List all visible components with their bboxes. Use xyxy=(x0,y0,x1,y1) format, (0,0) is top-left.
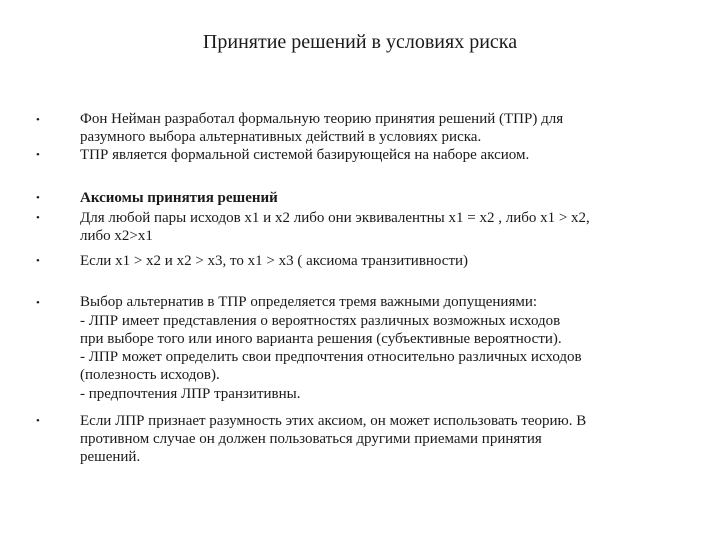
bullet-marker: • xyxy=(36,415,40,427)
text-line: разумного выбора альтернативных действий в условиях риска. xyxy=(80,129,482,145)
text-line: противном случае он должен пользоваться другими приемами принятия xyxy=(80,431,542,447)
text-line: Для любой пары исходов x1 и x2 либо они эквивалентны x1 = x2 , либо x1 > x2, xyxy=(80,210,590,226)
bullet-marker: • xyxy=(36,149,40,161)
text-line: Выбор альтернатив в ТПР определяется тремя важными допущениями: xyxy=(80,294,538,310)
axioms-heading: Аксиомы принятия решений xyxy=(80,190,278,206)
text-line: - ЛПР может определить свои предпочтения относительно различных исходов xyxy=(80,349,582,365)
bullet-marker: • xyxy=(36,255,40,267)
text-line: либо x2>x1 xyxy=(80,228,153,244)
text-line: - предпочтения ЛПР транзитивны. xyxy=(80,386,301,402)
bullet-marker: • xyxy=(36,297,40,309)
text-line: Фон Нейман разработал формальную теорию принятия решений (ТПР) для xyxy=(80,111,564,127)
slide-title: Принятие решений в условиях риска xyxy=(202,31,518,53)
bullet-marker: • xyxy=(36,212,40,224)
text-line: Если ЛПР признает разумность этих аксиом, он может использовать теорию. В xyxy=(80,413,587,429)
text-line: (полезность исходов). xyxy=(80,367,220,383)
bullet-marker: • xyxy=(36,192,40,204)
text-line: Если x1 > x2 и x2 > x3, то x1 > x3 ( аксиома транзитивности) xyxy=(80,253,469,269)
bullet-marker: • xyxy=(36,114,40,126)
text-line: при выборе того или иного варианта решения (субъективные вероятности). xyxy=(80,331,562,347)
text-line: решений. xyxy=(80,449,141,465)
text-line: - ЛПР имеет представления о вероятностях различных возможных исходов xyxy=(80,313,561,329)
text-line: ТПР является формальной системой базирующейся на наборе аксиом. xyxy=(80,147,530,163)
